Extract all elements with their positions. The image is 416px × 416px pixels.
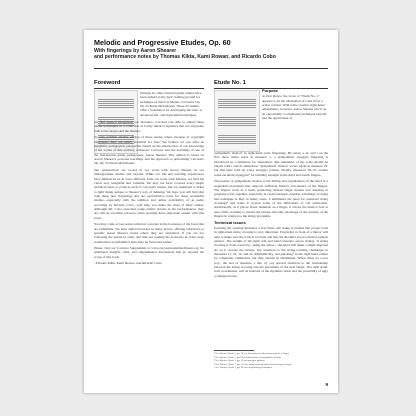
foreword-rule [94, 88, 204, 89]
foreword-body [94, 91, 204, 268]
purpose-block [262, 89, 328, 120]
technical-issues-text: Isolating the opening measures a few times will make it evident that proper form in right-hand string crossing is very important. Practicing in front of a mirror will help to make sure the wrist is not bent and that the shoulder area is relaxed without tension. The weight of the right arm and hand transfers across strings. If string crossing is done correctly—using the elbow—the hand will make a slight diagonal arc as it crosses the strings. Pay attention to the string-crossing challenges in measures 11, 14, 19, and 22. Rhythmically, rest-plucking⁵ in the right hand cannot be completely eliminated, but they should be minimized. When these do occur (e.g., the end of measure 1 into 2), pay special attention to the relationship between the string crossing and the placement of the next finger. The right hand, well coordinated, will be relieved of the rhythmic stress and the possibility of ugly or unequal notes. [214, 225, 328, 278]
footnote: ¹ See Shearer, Book 1, pp. 70; for discussion of alternation and the a finger. [214, 352, 290, 355]
foreword-intro: Perhaps no other classical guitar etudes have been upheld as the 'best' training ground for technique as much as Matteo Carcassi's Op. 60, 25 Etude Melodiques. These 25 studies offer a foundation for developing the basic to advanced left- and right-hand techniques [140, 91, 203, 117]
technical-issues-heading: Technical Issues [214, 219, 246, 225]
foreword-paragraph: You may come across some technical concepts in the footnotes of the book that are unfamiliar. We have added footnotes in many places, offering references to specific Aaron Shearer books where they are explained. If you are not following the points in order, and then are reading the footnotes in order, keep in mind that an unfamiliar term may be footnoted earlier. [94, 222, 204, 244]
foreword-paragraph: So why publish another edition of these etudes when, because of copyright expiration, they are easily available for free? We believe we can offer an insightful pedagogical perspective based on the intersection of our knowledge of the works of this exciting composer, Carcassi, and the teachings of one of the best-known guitar pedagogues, Aaron Shearer. This edition is based on Aaron Shearer's personal teachings and his approach to performing Carcassi's Op. 60, 25 Etude Melodiques. [94, 135, 204, 166]
purpose-heading: Purpose [262, 88, 279, 93]
page-subtitle [94, 48, 328, 60]
etude-paragraph: sympathetic motion² in right-hand scale fingerings. By using a, m, and i on the first three treble notes in measure 1, a sympathetic arpeggio fingering is introduced as a substitute for alternation. The remainder of the scale should be played with i and m alternation. Sympathetic motion occurs again in measure 23, but this time with an i-m-a arpeggio pattern. Finally, measures 29–35 contain some excellent arpeggios³ for building strength in the third and fourth fingers. [214, 151, 328, 177]
footnote: ⁵ See Shearer, Book 2, pp. 28 for rest-plucking techniques. [214, 366, 273, 370]
footnote: ² See Shearer, Book 2, pp. 94 for discussion of sympathetic motion. [214, 355, 282, 359]
foreword-signature: –Thomas Kikta, Kami Rowan, and Ricardo Cobo [94, 261, 162, 266]
foreword-paragraph: we find applied throughout our literature. Carcassi was able to embed these useful techniques in a collection of lovely musical vignettes that are enjoyable both to the player and the listener. [94, 120, 204, 133]
music-excerpt-image-2 [214, 90, 260, 152]
subtitle-line-1: With fingerings by Aaron Shearer [94, 48, 177, 54]
foreword-paragraph: Our perspectives are rooted in our work with Aaron Shearer as our undergraduate studies and beyond. While our life and teaching experiences have influenced us in ways different from our work with Shearer, we find his views very insightful and valuable. We may not have covered every single technical issue or point in each of Carcassi's etudes, but we attempted to bring to light things unique to Shearer's way of thinking. We hope you will find that both these new fingerings and our performance notes for these wonderful studies—especially with the addition and online availability of an audio recording by Ricardo Cobo—will help you make the most of these etudes. Although Mr. Cobo exercised some artistic license in his performances, they are still an excellent resource when learning these important etudes with this book. [94, 167, 204, 220]
subtitle-line-2: and performance notes by Thomas Kikta, Kami Rowan, and Ricardo Cobo [94, 54, 276, 61]
etude-body [214, 151, 328, 280]
footnote: ³ See Shearer, Book 3, pp. 12 for arpeggio patterns. [214, 359, 266, 363]
document-page [84, 30, 338, 393]
foreword-paragraph: Please visit our Carcassi Supplement at www.carcassiacademyofmusic.org for additional insights, edits, and supplemental discussions that go beyond the scope of this book. [94, 246, 204, 259]
footnotes [214, 352, 328, 370]
page-number: 9 [325, 382, 328, 387]
footnote-rule [214, 350, 254, 351]
etude-heading: Etude No. 1 [214, 80, 246, 86]
page-title: Melodic and Progressive Etudes, Op. 60 [94, 38, 231, 47]
etude-paragraph: The beauty of sympathetic motion is the timing and organization of the hand in a sequential movement that supports sufficient fluency and nuance of the fingers. The fingers work as a team, promoting relaxed finger motion and assisting in grouping notes together, especially in rapid passages. Another advantage of using this technique is that, in many cases, it eliminates the need for awkward string crossings⁴ and tends to bypass some of the difficulties of i-m alternation. Additionally, as it places fewer demands on a finger, it allows the hand to feel at ease while working to extend the phrase and take advantage of the spacing of the fingers in relation to the string groupings. [214, 179, 328, 218]
purpose-text: At first glance, the focus of "Etude No. 1" appears to be the alternation of i and m¹ in a scalar context. With some creative right-hand adjustments, however, Aaron Shearer saw it as an opportunity to emphasize technique beyond just the application of [262, 94, 327, 121]
footnote: ⁴ See Shearer, Book 1, pp. 116 for string crossing and relaxed string crossing. [214, 362, 292, 366]
foreword-heading: Foreword [94, 80, 121, 86]
title-rule [94, 68, 328, 69]
